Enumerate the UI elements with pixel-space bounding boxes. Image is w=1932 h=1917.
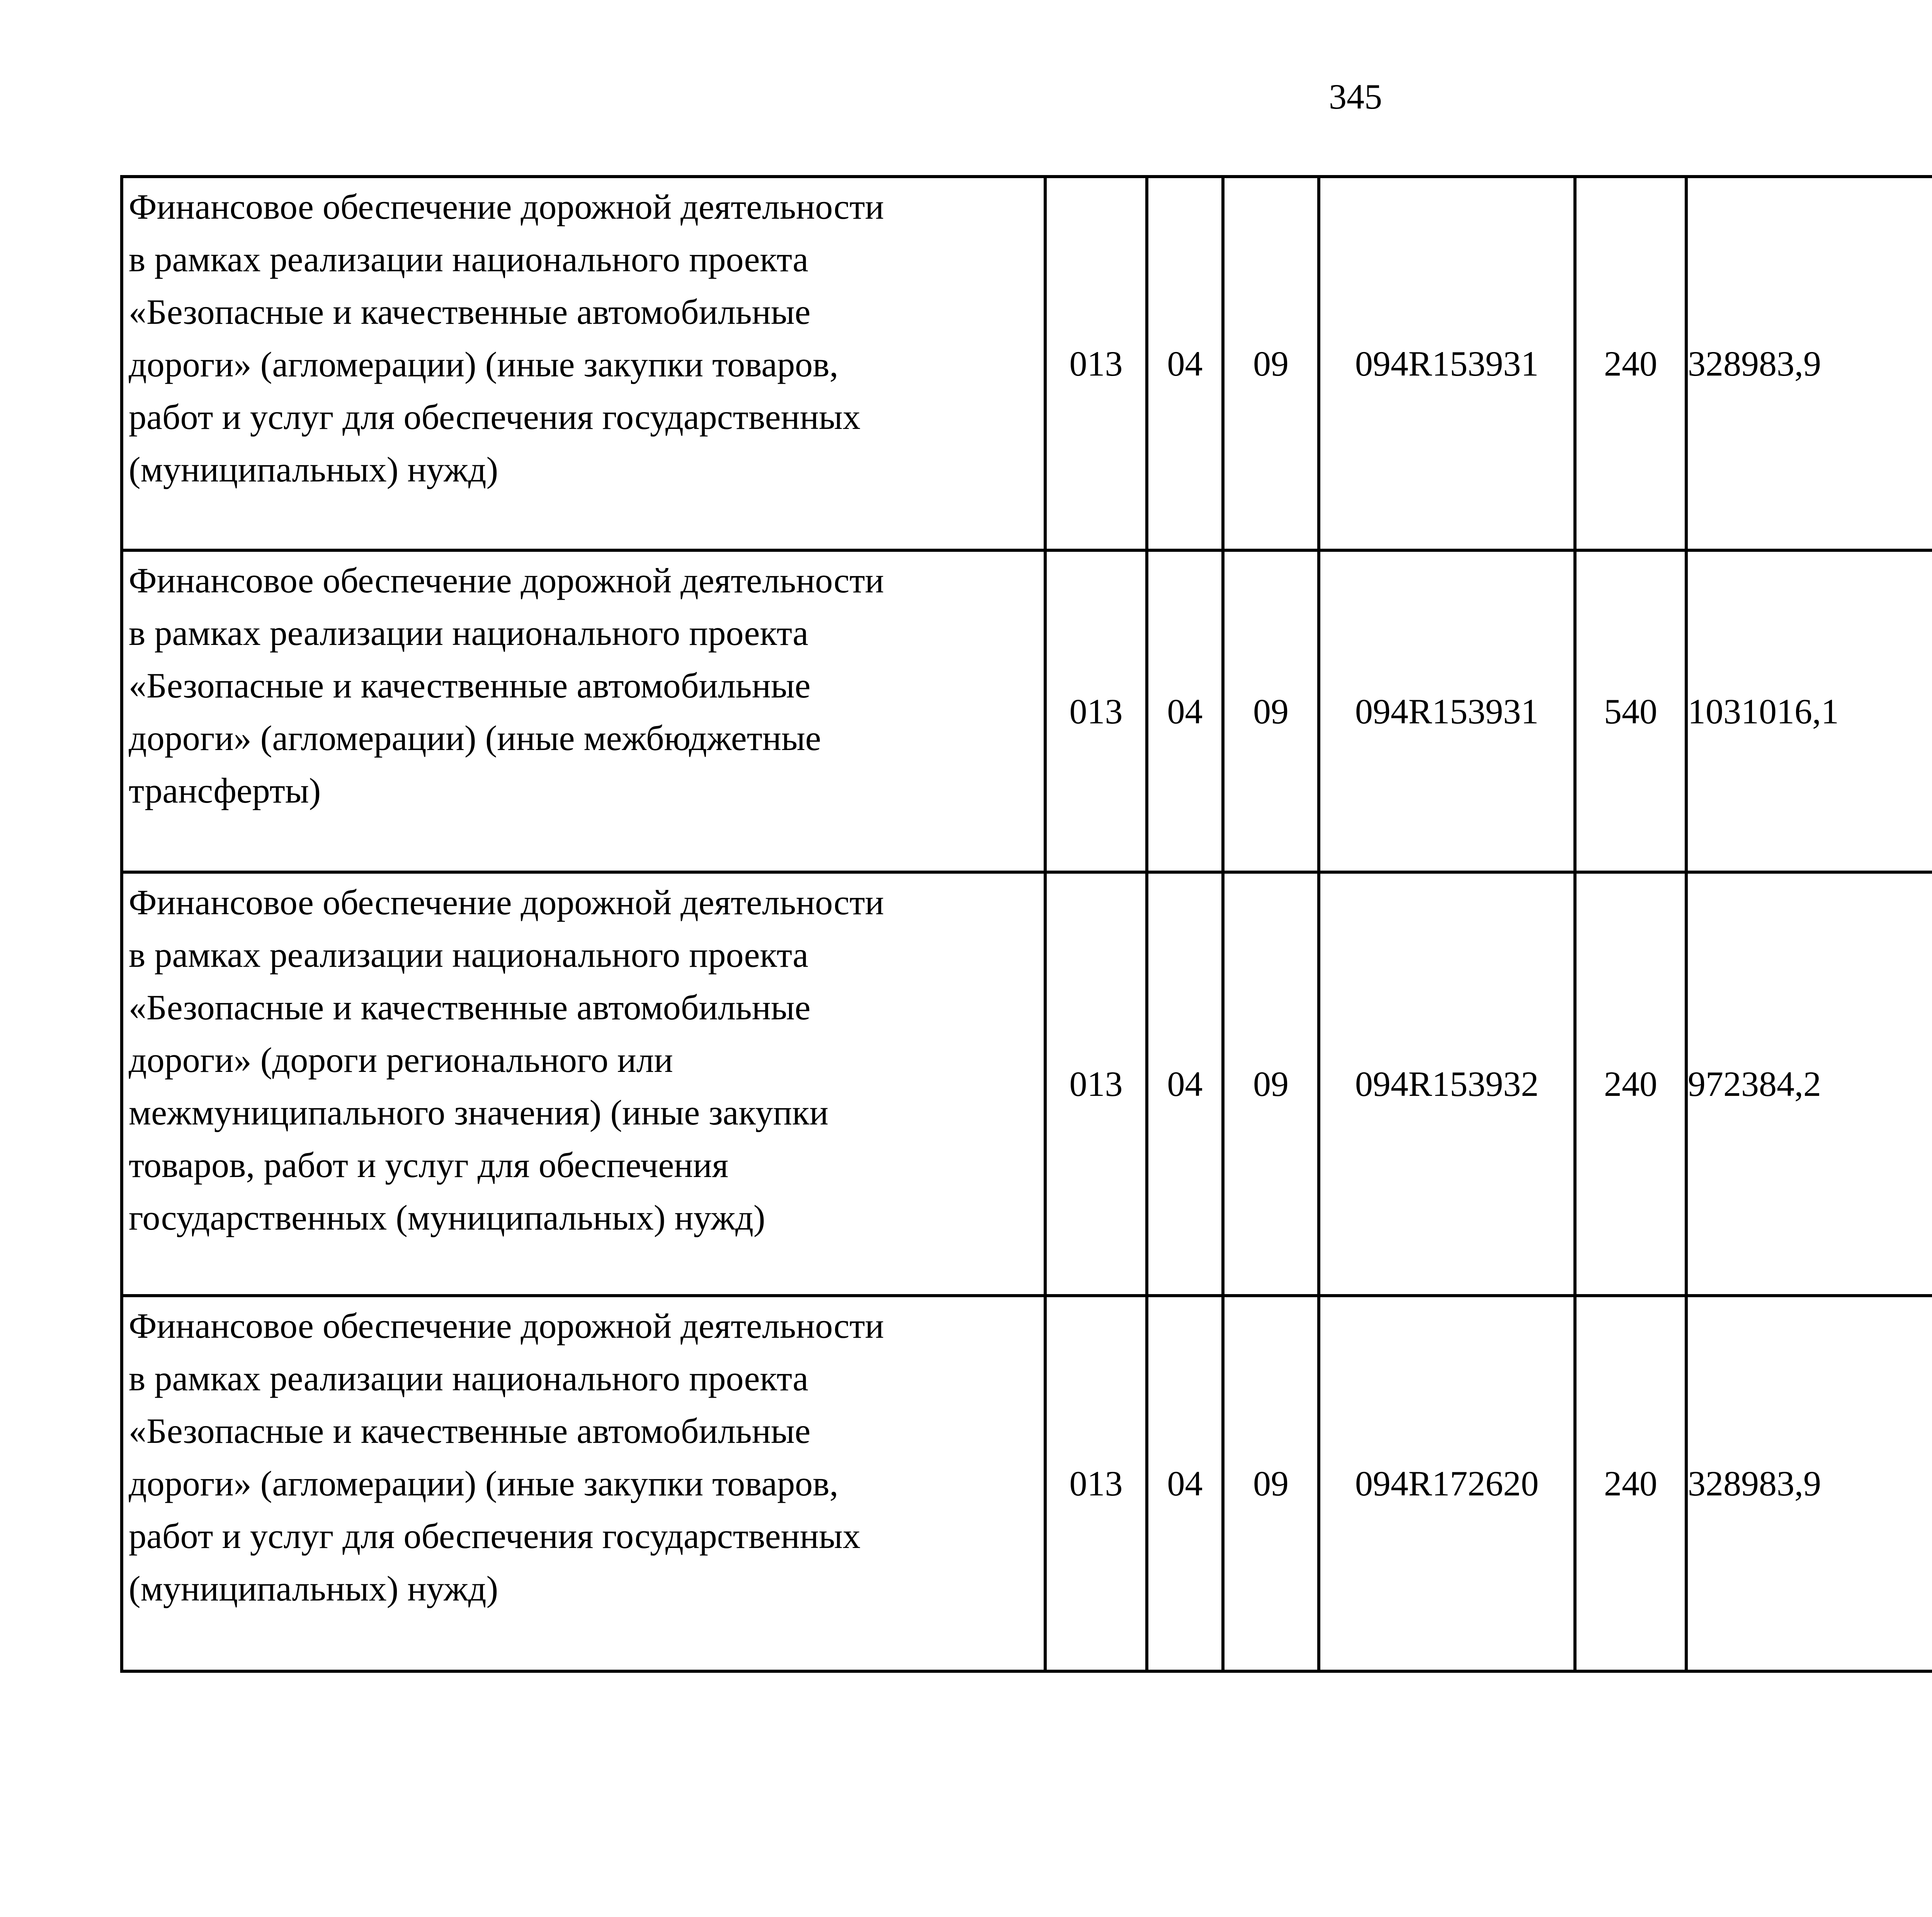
page-number: 345 [1329, 77, 1382, 116]
table-row [122, 550, 1932, 872]
ministry-code: 013 [1045, 550, 1147, 872]
target-article-code: 094R172620 [1319, 1296, 1575, 1671]
row-description: Финансовое обеспечение дорожной деятельности в рамках реализации национального проекта «Безопасные и качественные автомобильные дороги» (дороги регионального или межмуниципального значения) (иные закупки товаров, работ и услуг для обеспечения государственных (муниципальных) нужд) [122, 872, 1045, 1296]
amount-1: 328983,9 [1686, 177, 1932, 550]
table-row [122, 872, 1932, 1296]
expense-type-code: 240 [1575, 1296, 1686, 1671]
ministry-code: 013 [1045, 177, 1147, 550]
row-description: Финансовое обеспечение дорожной деятельности в рамках реализации национального проекта «Безопасные и качественные автомобильные дороги» (агломерации) (иные межбюджетные трансферты) [122, 550, 1045, 872]
row-description: Финансовое обеспечение дорожной деятельности в рамках реализации национального проекта «Безопасные и качественные автомобильные дороги» (агломерации) (иные закупки товаров, работ и услуг для обеспечения государственных (муниципальных) нужд) [122, 177, 1045, 550]
target-article-code: 094R153931 [1319, 550, 1575, 872]
section-code: 04 [1147, 1296, 1223, 1671]
section-code: 04 [1147, 550, 1223, 872]
amount-1: 328983,9 [1686, 1296, 1932, 1671]
target-article-code: 094R153932 [1319, 872, 1575, 1296]
table-row [122, 177, 1932, 550]
amount-1: 972384,2 [1686, 872, 1932, 1296]
table-row [122, 1296, 1932, 1671]
expense-type-code: 240 [1575, 872, 1686, 1296]
ministry-code: 013 [1045, 872, 1147, 1296]
subsection-code: 09 [1223, 1296, 1319, 1671]
subsection-code: 09 [1223, 177, 1319, 550]
subsection-code: 09 [1223, 550, 1319, 872]
section-code: 04 [1147, 177, 1223, 550]
ministry-code: 013 [1045, 1296, 1147, 1671]
section-code: 04 [1147, 872, 1223, 1296]
expense-type-code: 240 [1575, 177, 1686, 550]
budget-table [120, 175, 1932, 1673]
expense-type-code: 540 [1575, 550, 1686, 872]
subsection-code: 09 [1223, 872, 1319, 1296]
amount-1: 1031016,1 [1686, 550, 1932, 872]
target-article-code: 094R153931 [1319, 177, 1575, 550]
row-description: Финансовое обеспечение дорожной деятельности в рамках реализации национального проекта «Безопасные и качественные автомобильные дороги» (агломерации) (иные закупки товаров, работ и услуг для обеспечения государственных (муниципальных) нужд) [122, 1296, 1045, 1671]
